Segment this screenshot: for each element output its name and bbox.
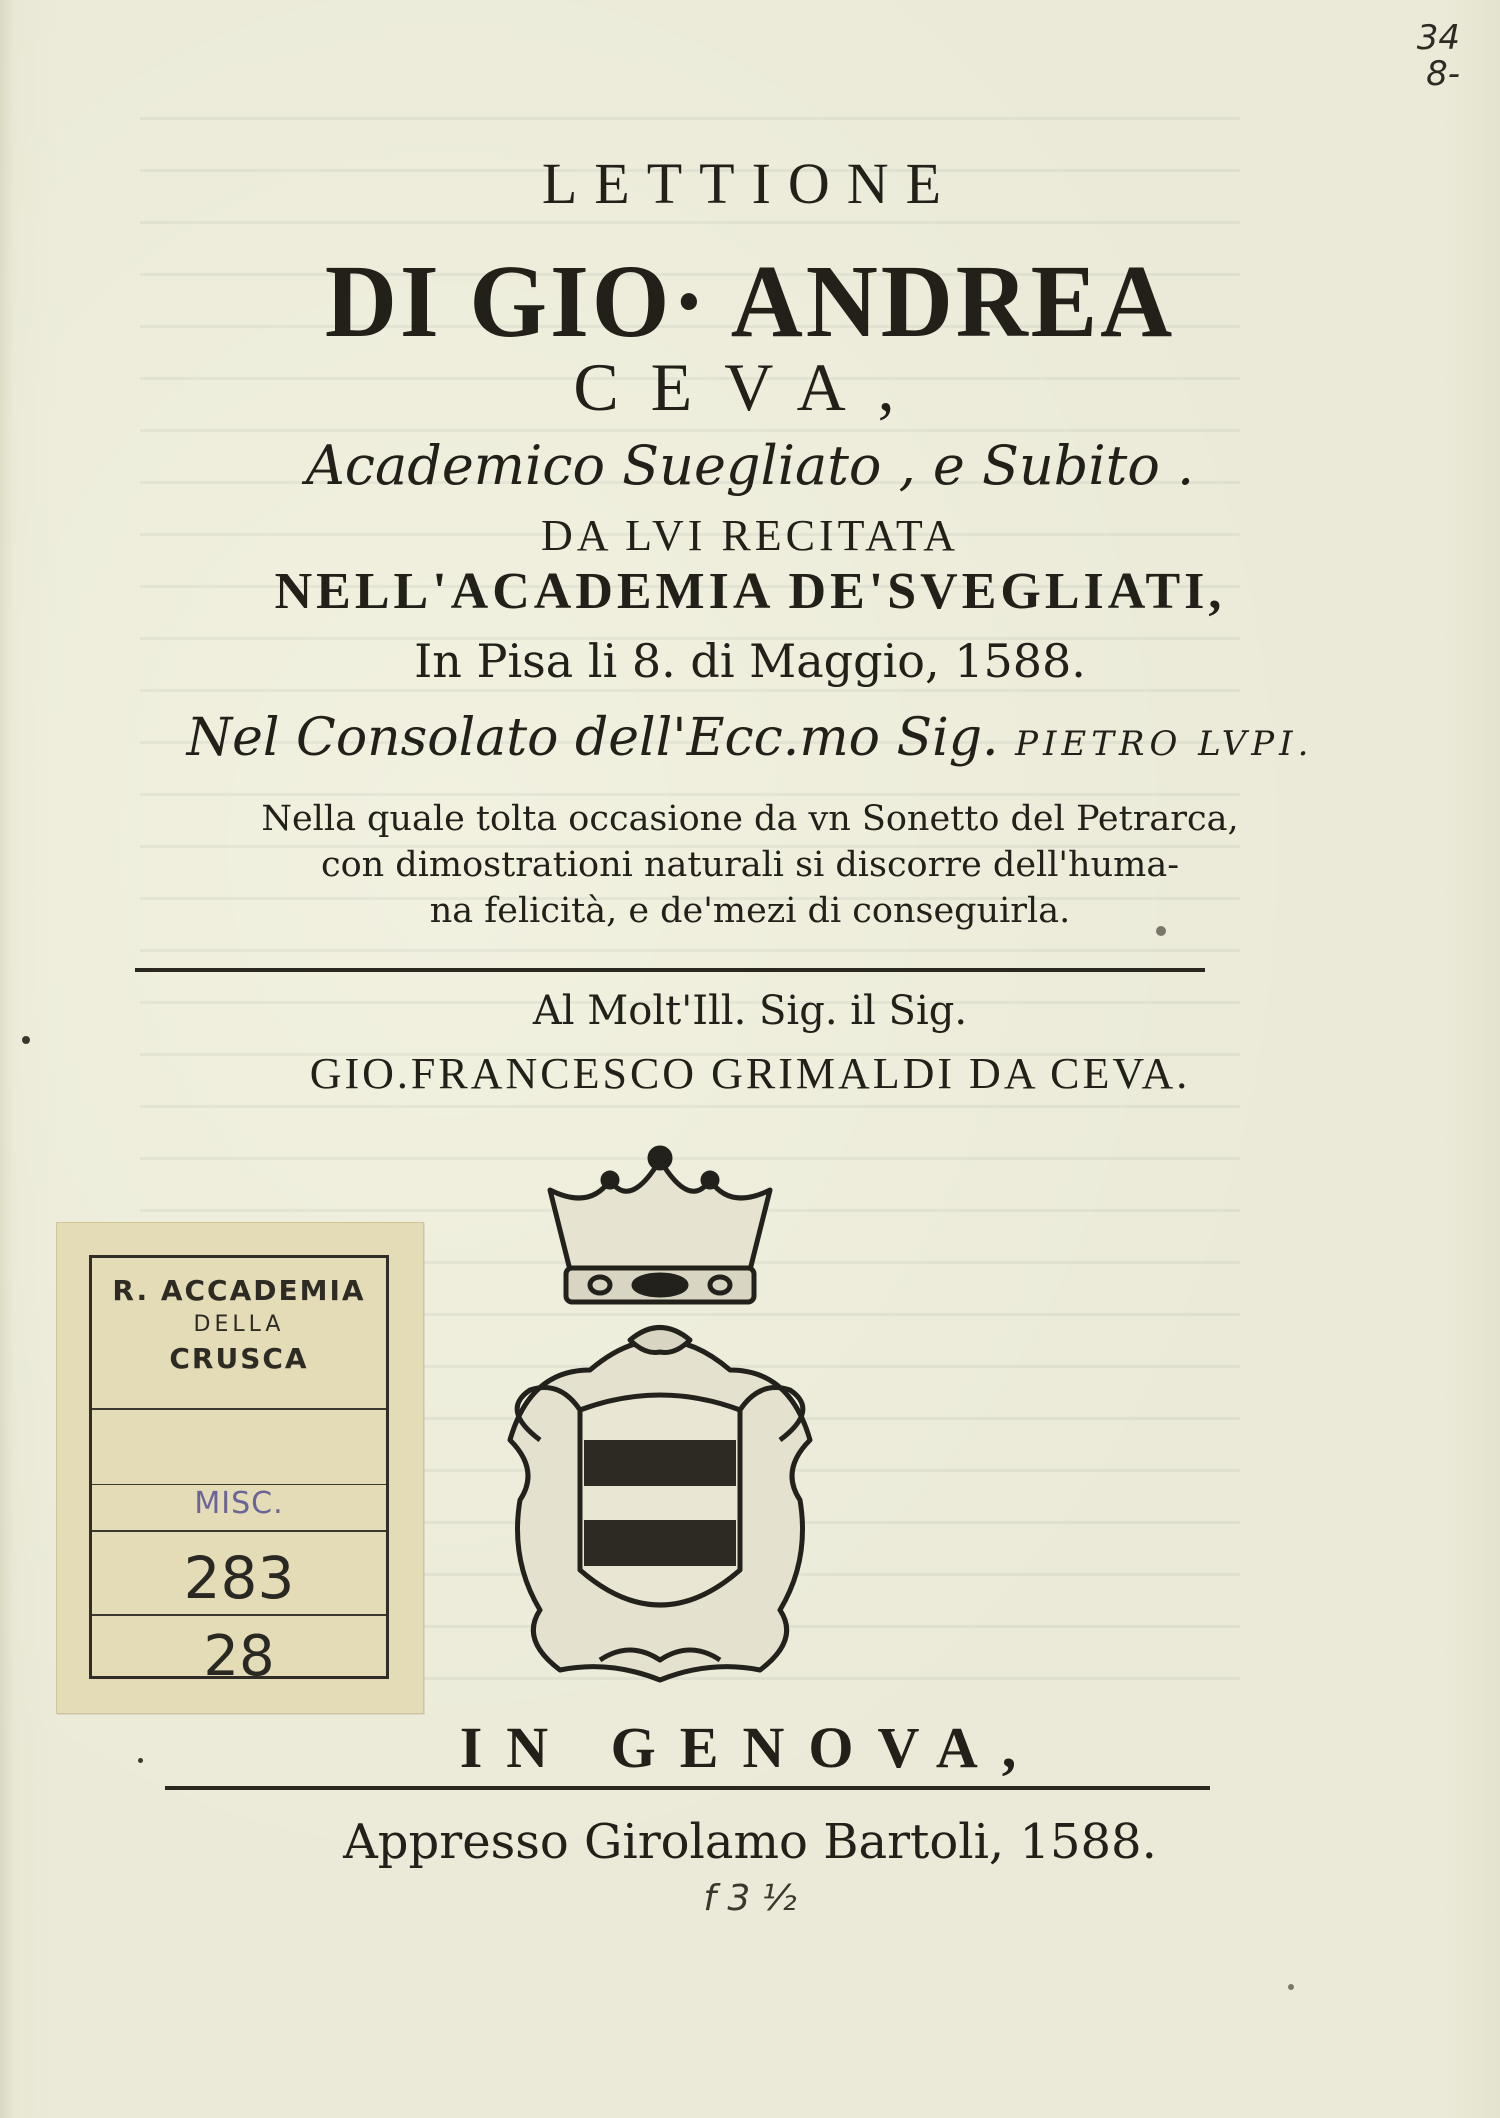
subject-line1: Nella quale tolta occasione da vn Sonetto del Petrarca,	[261, 799, 1239, 839]
ink-speck	[22, 1036, 30, 1044]
academic-title: Academico Suegliato , e Subito .	[305, 434, 1195, 497]
corner-note-line2: 8-	[1426, 54, 1460, 94]
ink-speck	[138, 1758, 143, 1763]
title-line1: LETTIONE	[541, 151, 959, 216]
corner-pencil-note	[1350, 20, 1460, 92]
library-name-line2: DELLA	[193, 1312, 285, 1337]
label-divider-1	[92, 1408, 386, 1410]
ink-speck	[1288, 1984, 1294, 1990]
library-label-header	[92, 1274, 386, 1376]
crown-and-shield-emblem-icon	[480, 1140, 840, 1700]
divider-rule-bottom	[165, 1786, 1210, 1790]
label-divider-3	[92, 1530, 386, 1532]
subject-paragraph	[0, 796, 1500, 934]
author-name-line: DI GIO· ANDREA	[324, 244, 1176, 359]
dedication-line2: GIO.FRANCESCO GRIMALDI DA CEVA.	[309, 1049, 1191, 1098]
imprint-city: IN GENOVA,	[459, 1715, 1041, 1780]
consulate-line	[0, 708, 1500, 768]
date-place-line: In Pisa li 8. di Maggio, 1588.	[414, 634, 1086, 688]
corner-note-line1: 34	[1416, 18, 1460, 58]
subject-line2: con dimostrationi naturali si discorre dell'huma-	[320, 845, 1180, 885]
dedication-line1: Al Molt'Ill. Sig. il Sig.	[532, 988, 968, 1034]
consul-name: PIETRO LVPI.	[1015, 724, 1314, 764]
label-divider-2	[92, 1484, 386, 1485]
shelf-number-1: 283	[183, 1544, 295, 1612]
library-name-line3: CRUSCA	[169, 1342, 309, 1375]
ink-speck	[1156, 926, 1166, 936]
library-name-line1: R. ACCADEMIA	[112, 1274, 366, 1307]
academy-line: NELL'ACADEMIA DE'SVEGLIATI,	[274, 563, 1226, 620]
author-surname-line: CEVA,	[573, 349, 927, 425]
handwritten-shelf-note: f 3 ½	[703, 1878, 797, 1919]
subject-line3: na felicità, e de'mezi di conseguirla.	[429, 891, 1071, 931]
shelf-number-2: 28	[203, 1624, 275, 1689]
divider-rule-top	[135, 968, 1205, 972]
library-label-frame	[89, 1255, 389, 1689]
label-divider-4	[92, 1614, 386, 1616]
consulate-text: Nel Consolato dell'Ecc.mo Sig.	[186, 708, 999, 768]
recitata-line: DA LVI RECITATA	[541, 511, 959, 560]
library-label	[56, 1222, 424, 1714]
shelf-series-stamp: MISC.	[194, 1486, 284, 1521]
imprint-printer: Appresso Girolamo Bartoli, 1588.	[343, 1814, 1157, 1870]
